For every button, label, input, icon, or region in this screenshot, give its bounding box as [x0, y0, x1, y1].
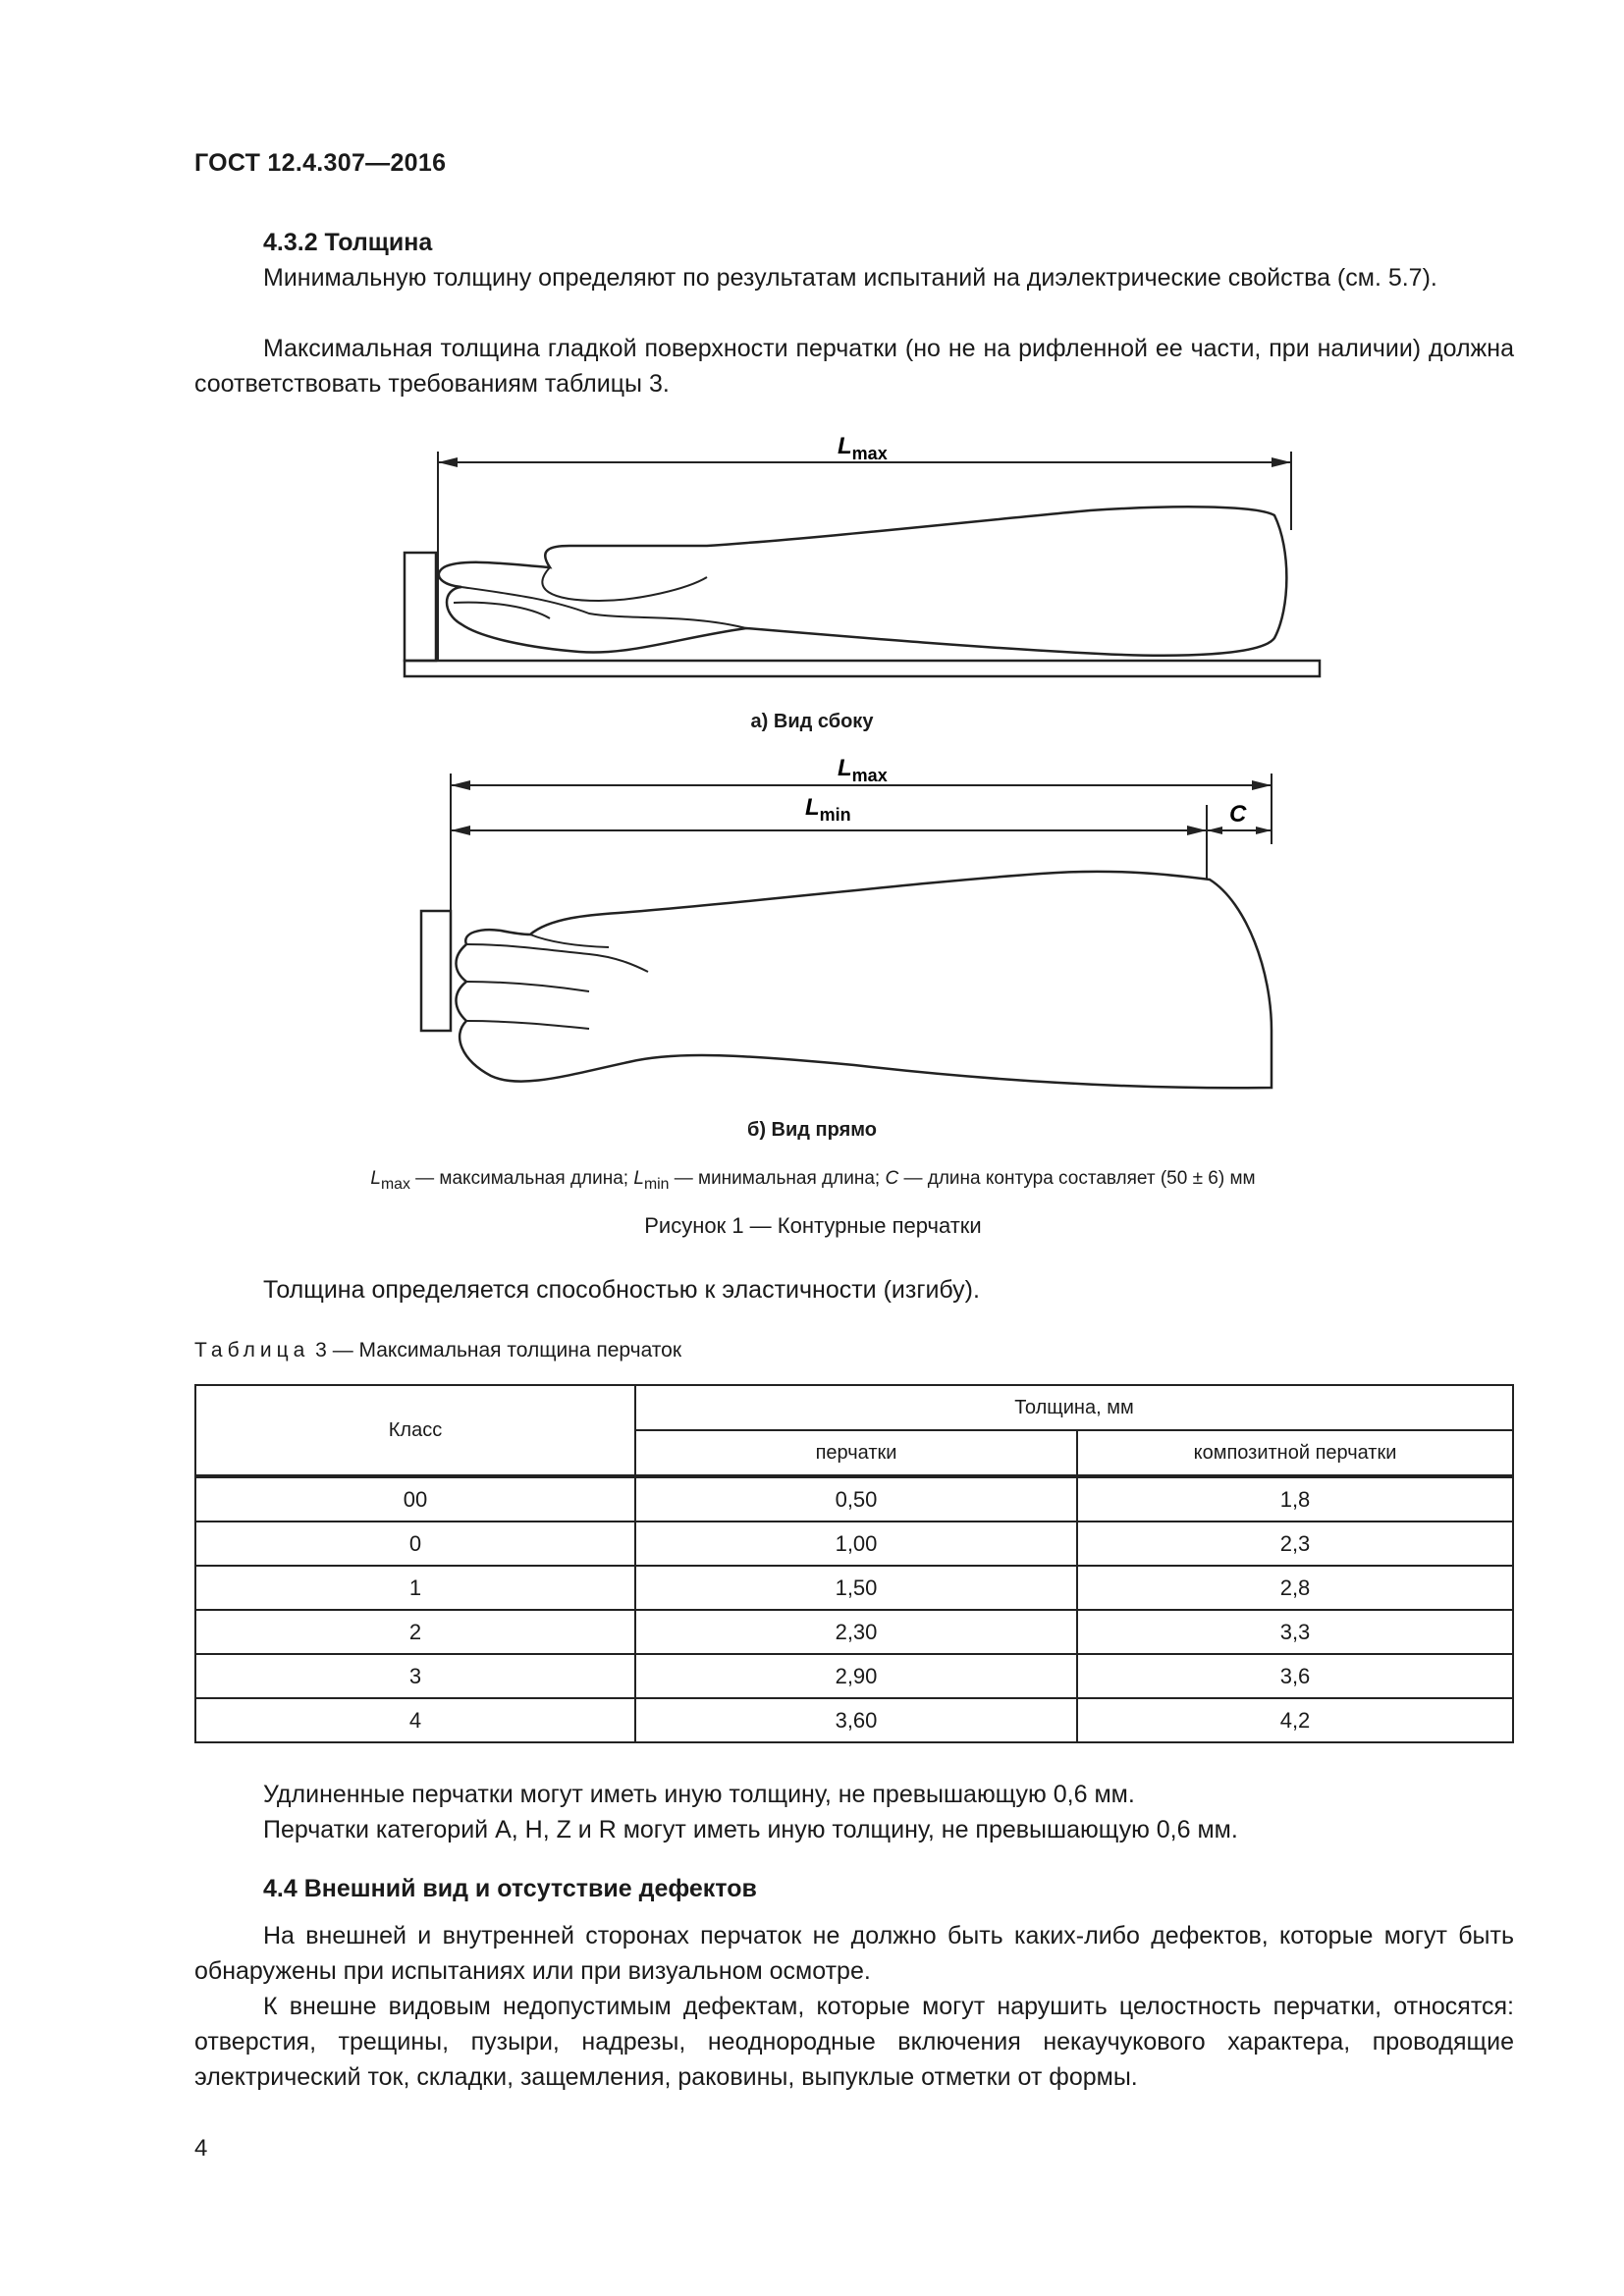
note-categories: Перчатки категорий A, H, Z и R могут иметь иную толщину, не превышающую 0,6 мм. [263, 1816, 1238, 1843]
cell-class: 1 [195, 1566, 635, 1610]
front-c-label: C [1229, 801, 1247, 828]
col-header-composite: композитной перчатки [1077, 1430, 1513, 1476]
section-heading-4-3-2: 4.3.2 Толщина [263, 229, 433, 256]
cell-composite: 1,8 [1077, 1476, 1513, 1522]
cell-composite: 2,3 [1077, 1522, 1513, 1566]
cell-glove: 2,30 [635, 1610, 1077, 1654]
cell-composite: 2,8 [1077, 1566, 1513, 1610]
cell-class: 3 [195, 1654, 635, 1698]
figure-caption: Рисунок 1 — Контурные перчатки [644, 1213, 982, 1238]
paragraph-min-thickness: Минимальную толщину определяют по результатам испытаний на диэлектрические свойства (см. 5.7). [263, 264, 1437, 292]
cell-class: 4 [195, 1698, 635, 1742]
cell-glove: 3,60 [635, 1698, 1077, 1742]
col-header-glove: перчатки [635, 1430, 1077, 1476]
cell-class: 2 [195, 1610, 635, 1654]
paragraph-elasticity: Толщина определяется способностью к эластичности (изгибу). [263, 1276, 980, 1304]
paragraph-max-thickness: Максимальная толщина гладкой поверхности перчатки (но не на рифленной ее части, при наличии) должна соответствовать требованиям таблицы 3. [194, 335, 1514, 398]
figure-label-a: а) Вид сбоку [750, 711, 874, 732]
cell-composite: 3,6 [1077, 1654, 1513, 1698]
table-title: Таблица 3 — Максимальная толщина перчаток [194, 1339, 682, 1362]
document-header: ГОСТ 12.4.307—2016 [194, 149, 447, 177]
cell-glove: 2,90 [635, 1654, 1077, 1698]
section-heading-4-4: 4.4 Внешний вид и отсутствие дефектов [263, 1875, 757, 1902]
table-row [195, 1566, 1513, 1610]
figure-front-view [421, 755, 1272, 1088]
cell-composite: 3,3 [1077, 1610, 1513, 1654]
table-row [195, 1698, 1513, 1742]
figure-legend: $L_{max}$ — максимальная длина; $L_{min}$ — минимальная длина; C — длина контура составляет (50 ± 6) мм [370, 1168, 1256, 1193]
col-header-thickness: Толщина, мм [635, 1385, 1513, 1430]
page-number: 4 [194, 2135, 208, 2162]
cell-composite: 4,2 [1077, 1698, 1513, 1742]
cell-class: 0 [195, 1522, 635, 1566]
col-header-class: Класс [195, 1385, 635, 1476]
front-lmax-label: $L_{max}$ [838, 755, 888, 785]
cell-glove: 1,50 [635, 1566, 1077, 1610]
side-lmax-label: $L_{max}$ [838, 433, 888, 463]
paragraph-defects-1: На внешней и внутренней сторонах перчаток не должно быть каких-либо дефектов, которые могут быть обнаружены при испытаниях или при визуальном осмотре. [194, 1922, 1514, 1985]
table-row [195, 1476, 1513, 1522]
thickness-table [194, 1384, 1514, 1743]
figure-side-view [405, 433, 1320, 676]
table-row [195, 1654, 1513, 1698]
cell-glove: 1,00 [635, 1522, 1077, 1566]
table-row [195, 1610, 1513, 1654]
figure-label-b: б) Вид прямо [746, 1119, 877, 1141]
cell-class: 00 [195, 1476, 635, 1522]
paragraph-defects-2: К внешне видовым недопустимым дефектам, которые могут нарушить целостность перчатки, относятся: отверстия, трещины, пузыри, надрезы, неоднородные включения некаучукового характера, проводящие электрический ток, складки, защемления, раковины, выпуклые отметки от формы. [194, 1993, 1514, 2091]
table-row [195, 1522, 1513, 1566]
cell-glove: 0,50 [635, 1476, 1077, 1522]
front-lmin-label: $L_{min}$ [805, 794, 851, 825]
note-extended-gloves: Удлиненные перчатки могут иметь иную толщину, не превышающую 0,6 мм. [263, 1781, 1135, 1808]
